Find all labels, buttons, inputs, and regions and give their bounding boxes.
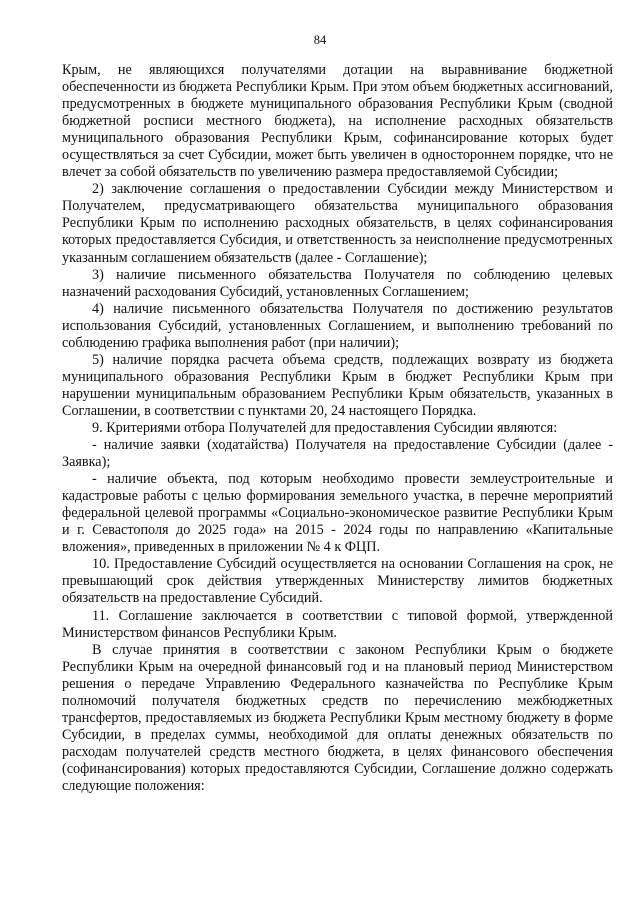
paragraph-criterion-2: - наличие объекта, под которым необходимо провести землеустроительные и кадастровые работы с целью формирования земельного участка, в перечне мероприятий федеральной целевой программы «Социально-экономическое развитие Республики Крым и г. Севастополя до 2025 года» на 2015 - 2024 годы по направлению «Капитальные вложения», приведенных в приложении № 4 к ФЦП. xyxy=(62,471,613,556)
paragraph-item-3: 3) наличие письменного обязательства Получателя по соблюдению целевых назначений расходования Субсидий, установленных Соглашением; xyxy=(62,266,613,300)
paragraph-treasury-case: В случае принятия в соответствии с законом Республики Крым о бюджете Республики Крым на очередной финансовый год и на плановый период Министерством решения о передаче Управлению Федерального казначейства по Республике Крым полномочий получателя бюджетных средств по перечислению межбюджетных трансфертов, предоставляемых из бюджета Республики Крым местному бюджету в форме Субсидии, в пределах суммы, необходимой для оплаты денежных обязательств по расходам получателей средств местного бюджета, в целях финансового обеспечения (софинансирования) которых предоставляются Субсидии, Соглашение должно содержать следующие положения: xyxy=(62,641,613,794)
paragraph-section-10: 10. Предоставление Субсидий осуществляется на основании Соглашения на срок, не превышающий срок действия утвержденных Министерству лимитов бюджетных обязательств на предоставление Субсидий. xyxy=(62,556,613,607)
paragraph-section-11: 11. Соглашение заключается в соответствии с типовой формой, утвержденной Министерством финансов Республики Крым. xyxy=(62,607,613,641)
paragraph-section-9: 9. Критериями отбора Получателей для предоставления Субсидии являются: xyxy=(92,419,558,436)
paragraph-item-4: 4) наличие письменного обязательства Получателя по достижению результатов использования Субсидий, установленных Соглашением, и выполнению требований по соблюдению графика выполнения работ (при наличии); xyxy=(62,300,613,351)
paragraph-item-2: 2) заключение соглашения о предоставлении Субсидии между Министерством и Получателем, предусматривающего обязательства муниципального образования Республики Крым по исполнению расходных обязательств, в целях софинансирования которых предоставляется Субсидия, и ответственность за неисполнение предусмотренных указанным соглашением обязательств (далее - Соглашение); xyxy=(62,181,613,266)
paragraph-item-5: 5) наличие порядка расчета объема средств, подлежащих возврату из бюджета муниципального образования Республики Крым в бюджет Республики Крым при нарушении муниципальным образованием Республики Крым обязательств, указанных в Соглашении, в соответствии с пунктами 20, 24 настоящего Порядка. xyxy=(62,351,613,419)
paragraph-continuation: Крым, не являющихся получателями дотации на выравнивание бюджетной обеспеченности из бюджета Республики Крым. При этом объем бюджетных ассигнований, предусмотренных в бюджете муниципального образования Республики Крым (сводной бюджетной росписи местного бюджета), на исполнение расходных обязательств муниципального образования Республики Крым, софинансирование которых будет осуществляться за счет Субсидии, может быть увеличен в одностороннем порядке, что не влечет за собой обязательств по увеличению размера предоставляемой Субсидии; xyxy=(62,62,613,181)
paragraph-criterion-1: - наличие заявки (ходатайства) Получателя на предоставление Субсидии (далее - Заявка); xyxy=(62,437,613,471)
document-body xyxy=(62,62,613,795)
page-number: 84 xyxy=(313,33,327,47)
